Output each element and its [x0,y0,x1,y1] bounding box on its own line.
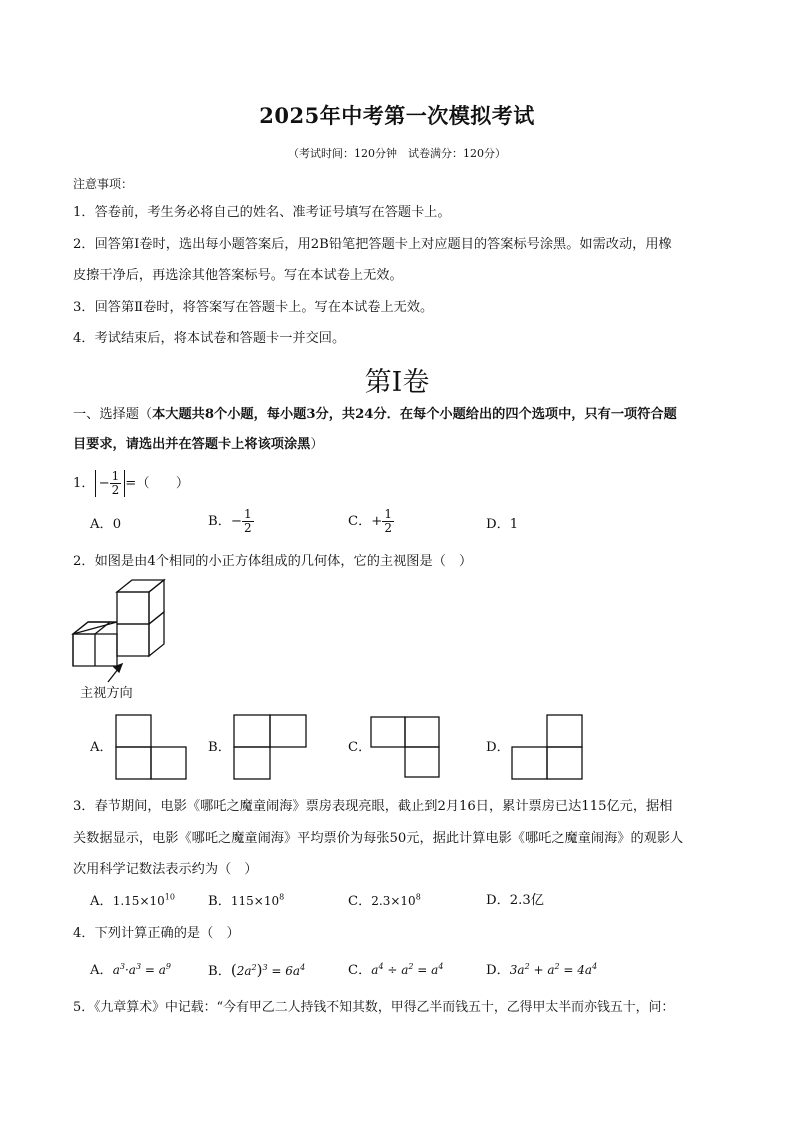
section-instructions-line-2 [73,435,324,455]
q3-option-d-label: D． [486,893,510,908]
q2-option-b-label: B． [208,740,231,755]
q4-option-c [348,960,443,981]
q3-stem-line-2: 关数据显示，电影《哪吒之魔童闹海》平均票价为每张50元，据此计算电影《哪吒之魔童闹海》的观影人 [73,831,684,846]
q5-stem-line-1: 5．《九章算术》中记载：“今有甲乙二人持钱不知其数，甲得乙半而钱五十，乙得甲太半而亦钱五十，问： [73,1000,675,1015]
q1-absolute-value [95,470,126,497]
q3-option-d [486,891,544,911]
q1-option-c-label: C． [348,514,372,529]
q2-option-c-label: C． [348,740,372,755]
q1-fraction-num: 1 [111,469,120,483]
q1-option-c-den: 2 [384,521,392,535]
q1-number: 1． [73,476,95,491]
q4-option-b [208,960,305,982]
q4-option-a [90,960,171,981]
q1-option-a: A．0 [90,517,122,532]
page-subtitle: （考试时间：120分钟 试卷满分：120分） [288,147,506,160]
q4-option-c-label: C． [348,963,372,978]
q1-option-b [208,508,254,535]
q1-stem [73,470,189,497]
q3-option-b-label: B． [208,894,231,909]
q3-option-a-base: 1.15×10 [112,894,165,908]
section-instr-prefix: 一、选择题（ [73,407,153,422]
q2-option-d-label: D． [486,740,510,755]
q1-option-d: D．1 [486,517,519,532]
q3-option-b-exp: 8 [279,892,285,902]
section-instr-suffix: ） [310,437,324,452]
q2-option-c-view [370,716,440,778]
notes-item-2-cont: 皮擦干净后，再选涂其他答案标号。写在本试卷上无效。 [73,268,403,283]
q4-option-d-expr: $3a^2 + a^2 = 4a^4$ [509,962,598,977]
section-instr-bold-2: 目要求，请选出并在答题卡上将该项涂黑 [73,437,311,452]
notes-item-1: 1．答卷前，考生务必将自己的姓名、准考证号填写在答题卡上。 [73,205,451,220]
q2-option-a-label: A． [90,740,113,755]
notes-item-3: 3．回答第Ⅱ卷时，将答案写在答题卡上。写在本试卷上无效。 [73,300,434,315]
q1-option-c-sign: + [371,514,383,529]
q3-stem-line-3: 次用科学记数法表示约为（ ） [73,862,258,877]
section-instr-bold-1: 本大题共8个小题，每小题3分，共24分．在每个小题给出的四个选项中，只有一项符合题 [152,407,677,422]
q3-stem-line-1: 3．春节期间，电影《哪吒之魔童闹海》票房表现亮眼，截止到2月16日，累计票房已达115亿元，据相 [73,799,673,814]
notes-item-4: 4．考试结束后，将本试卷和答题卡一并交回。 [73,331,346,346]
q4-option-d [486,960,597,981]
q1-tail: =（ ） [125,476,190,491]
q1-sign: − [98,476,110,491]
q2-stem: 2．如图是由4个相同的小正方体组成的几何体，它的主视图是（ ） [73,554,473,569]
q1-option-c-num: 1 [384,507,392,521]
q3-option-a-label: A． [90,894,113,909]
q2-view-caption: 主视方向 [80,686,133,701]
q3-option-c-base: 2.3×10 [371,894,416,908]
q3-option-c-label: C． [348,894,372,909]
q3-option-b [208,891,284,912]
q1-option-b-sign: − [230,514,242,529]
q1-option-c [348,508,394,535]
section-title: 第Ⅰ卷 [364,367,430,398]
q1-fraction-den: 2 [111,483,120,497]
q4-stem: 4．下列计算正确的是（ ） [73,926,240,941]
q1-option-b-label: B． [208,514,231,529]
q2-cube-figure [70,578,170,684]
q1-option-b-fraction [242,508,254,535]
page-title: 2025年中考第一次模拟考试 [259,103,535,128]
notes-heading: 注意事项： [73,177,134,191]
q1-option-b-num: 1 [243,507,252,521]
q1-fraction [110,470,122,497]
q2-option-b-view [233,714,307,780]
q4-option-b-expr: $(2a^2)^3 = 6a^4$ [230,961,306,979]
q4-option-b-label: B． [208,964,231,979]
section-instructions-line-1 [73,405,677,425]
q3-option-a [90,891,175,912]
q3-option-c-exp: 8 [415,892,421,902]
q2-option-a-view [115,714,187,780]
q1-option-c-fraction [382,508,394,535]
q3-option-d-text: 2.3亿 [509,893,544,908]
q3-option-c [348,891,421,912]
notes-item-2: 2．回答第Ⅰ卷时，选出每小题答案后，用2B铅笔把答题卡上对应题目的答案标号涂黑。如需改动，用橡 [73,237,672,252]
q4-option-a-label: A． [90,963,113,978]
q4-option-c-expr: $a^4 \div a^2 = a^4$ [371,962,444,977]
q1-option-b-den: 2 [243,521,252,535]
q4-option-a-expr: $a^3\cdot a^3 = a^9$ [112,962,171,977]
q3-option-a-exp: 10 [164,892,175,902]
q3-option-b-base: 115×10 [230,894,280,908]
q4-option-d-label: D． [486,963,510,978]
q2-option-d-view [511,714,583,780]
